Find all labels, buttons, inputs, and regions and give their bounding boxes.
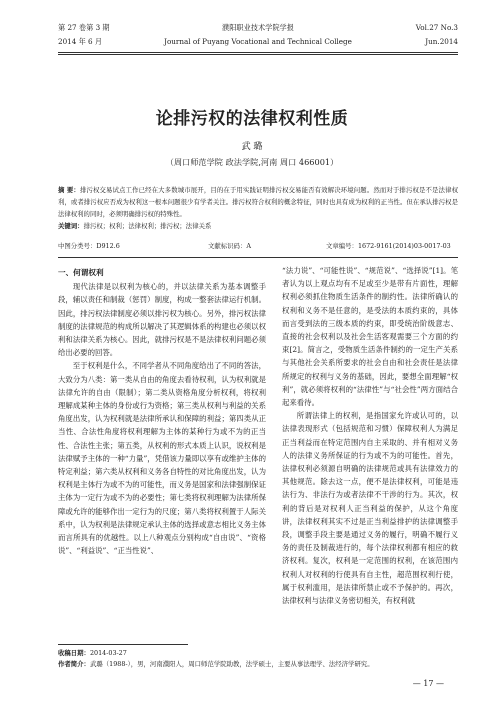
received-label: 收稿日期：: [58, 649, 90, 657]
article-number: 文章编号：1672-9161(2014)03-0017-03: [326, 242, 451, 250]
body-paragraph: 所谓法律上的权利，是指国家允许或认可的，以法律表现形式（包括规范和习惯）保障权利人为满足正当利益而在特定范围内自主采取的、并有相对义务人的法律义务所保证的行为或不为的可能性。首先，法律权利必须源自明确的法律规范或具有法律效力的其他规范。除去这一点，便不是法律权利，可能是违法行为、非法行为或者法律不干涉的行为。其次，权利的背后是对权利人正当利益的保护，从这个角度讲，法律权利其实不过是正当利益排护的法律调整手段，调整手段主要是通过义务的履行，明确不履行义务的责任及制裁进行的，每个法律权利都有相应的救济权利。复次，权利是一定范围的权利，在该范围内权利人对权利的行使具有自主性，超范围权利行使，属于权利滥用，是法律所禁止或不予保护的。再次，法律权利与法律义务密切相关，有权利就: [282, 411, 458, 606]
header-rule: [58, 52, 458, 53]
header-journal-en: Journal of Puyang Vocational and Technical College: [164, 37, 352, 46]
header-right: [416, 21, 458, 49]
keywords-text: 排污权；权利；法律权利；排污权；法律关系: [83, 222, 212, 230]
body-column-right: [282, 264, 458, 607]
abstract-label: 摘 要：: [58, 186, 80, 194]
running-header: [58, 21, 458, 53]
header-rule-thin: [58, 54, 458, 55]
header-issue: 第 27 卷第 3 期: [58, 23, 110, 32]
body-paragraph: 现代法律是以权利为核心的，并以法律关系为基本调整手段，辅以责任和制裁（惩罚）制度，构成一整套法律运行机制。因此，排污权法律制度必须以排污权为核心。另外，排污权法律制度的法律规范的构成所以解决了其逻辑体系的构建也必须以权利和法律关系为核心。因此，就排污权是不是法律权利问题必须给出必要的回答。: [58, 282, 266, 358]
received-date: 2014-03-27: [89, 649, 127, 657]
abstract-text: 排污权交易试点工作已经在大多数城市展开，目的在于用实践证明排污权交易能否有效解决环境问题。然而对于排污权是不是法律权利，或者排污权应否成为权利这一根本问题很少有学者关注。排污权符合权利的概念特征，同时也具有成为权利的正当性。但在承认排污权是法律权利的同时，必须明确排污权的特殊性。: [58, 186, 458, 218]
header-date: 2014 年 6 月: [58, 37, 103, 46]
author-bio-label: 作者简介：: [58, 660, 90, 668]
body-paragraph: 至于权利是什么，不同学者从不同角度给出了不同的答法，大致分为八类：第一类从自由的角度去看待权利，认为权利就是法律允许的自由（限制）；第二类从资格角度分析权利，将权利理解成某种主体的身份或行为资格；第三类从权利与利益的关系角度出发，认为权利就是法律所承认和保障的利益；第四类从正当性、合法性角度将权利理解为主体的某种行为或不为的正当性、合法性主张；第五类，从权利的形式本质上认识，说权利是法律赋予主体的一种“力量”，凭借该力量即以享有或维护主体的特定利益；第六类从权利和义务各自特性的对比角度出发，认为权利是主体行为或不为的可能性，而义务是国家和法律强制保证主体为一定行为或不为的必要性；第七类将权利理解为法律所保障或允许的能够作出一定行为的尺度；第八类将权利置于人际关系中，认为权利是法律规定承认主体的选择或意志相比义务主体而言所具有的优越性。以上八种观点分别构成“自由说”、“资格说”、“利益说”、“正当性说”、: [58, 361, 266, 556]
page-number: — 17 —: [412, 679, 444, 688]
body-paragraph: “法力说”、“可能性说”、“规范说”、“选择说”[1]。笔者认为以上观点均有不足或至少是带有片面性，理解权利必须抓住物质生活条件的制约性。法律所确认的权利和义务不是任意的，是受法的本质约束的，具体而言受到法的三级本质的约束，即受统治阶级意志、直接的社会权利以及社会生活客观需要三个方面的约束[2]。简言之，受物质生活条件制约的一定生产关系与其他社会关系所要求的社会自由和社会责任是法律所规定的权利与义务的基础，因此，要想全面理解“权利”，就必须将权利的“法律性”与“社会性”两方面结合起来看待。: [282, 266, 458, 408]
section-heading: 一、何谓权利: [58, 268, 104, 277]
keywords-label: 关键词：: [58, 222, 84, 230]
header-date-en: Jun.2014: [425, 37, 458, 46]
abstract-rule: [58, 257, 458, 258]
article-author: 武 璐: [241, 142, 263, 152]
clc-number: 中图分类号：D912.6: [58, 242, 120, 250]
footnote: [58, 648, 458, 670]
article-title: 论排污权的法律权利性质: [155, 109, 349, 129]
author-bio: 武璐（1988-），男，河南濮阳人，周口师范学院助教，法学硕士，主要从事法理学、法经济学研究。: [89, 660, 374, 668]
abstract-block: [58, 184, 458, 232]
header-volume: Vol.27 No.3: [415, 23, 458, 32]
header-journal-cn: 濮阳职业技术学院学报: [222, 23, 294, 32]
header-center: [58, 21, 458, 49]
document-code: 文献标识码：A: [208, 242, 251, 250]
body-column-left: [58, 264, 266, 557]
footnote-rule: [58, 644, 188, 645]
article-affiliation: （周口师范学院 政法学院,河南 周口 466001）: [165, 157, 339, 167]
